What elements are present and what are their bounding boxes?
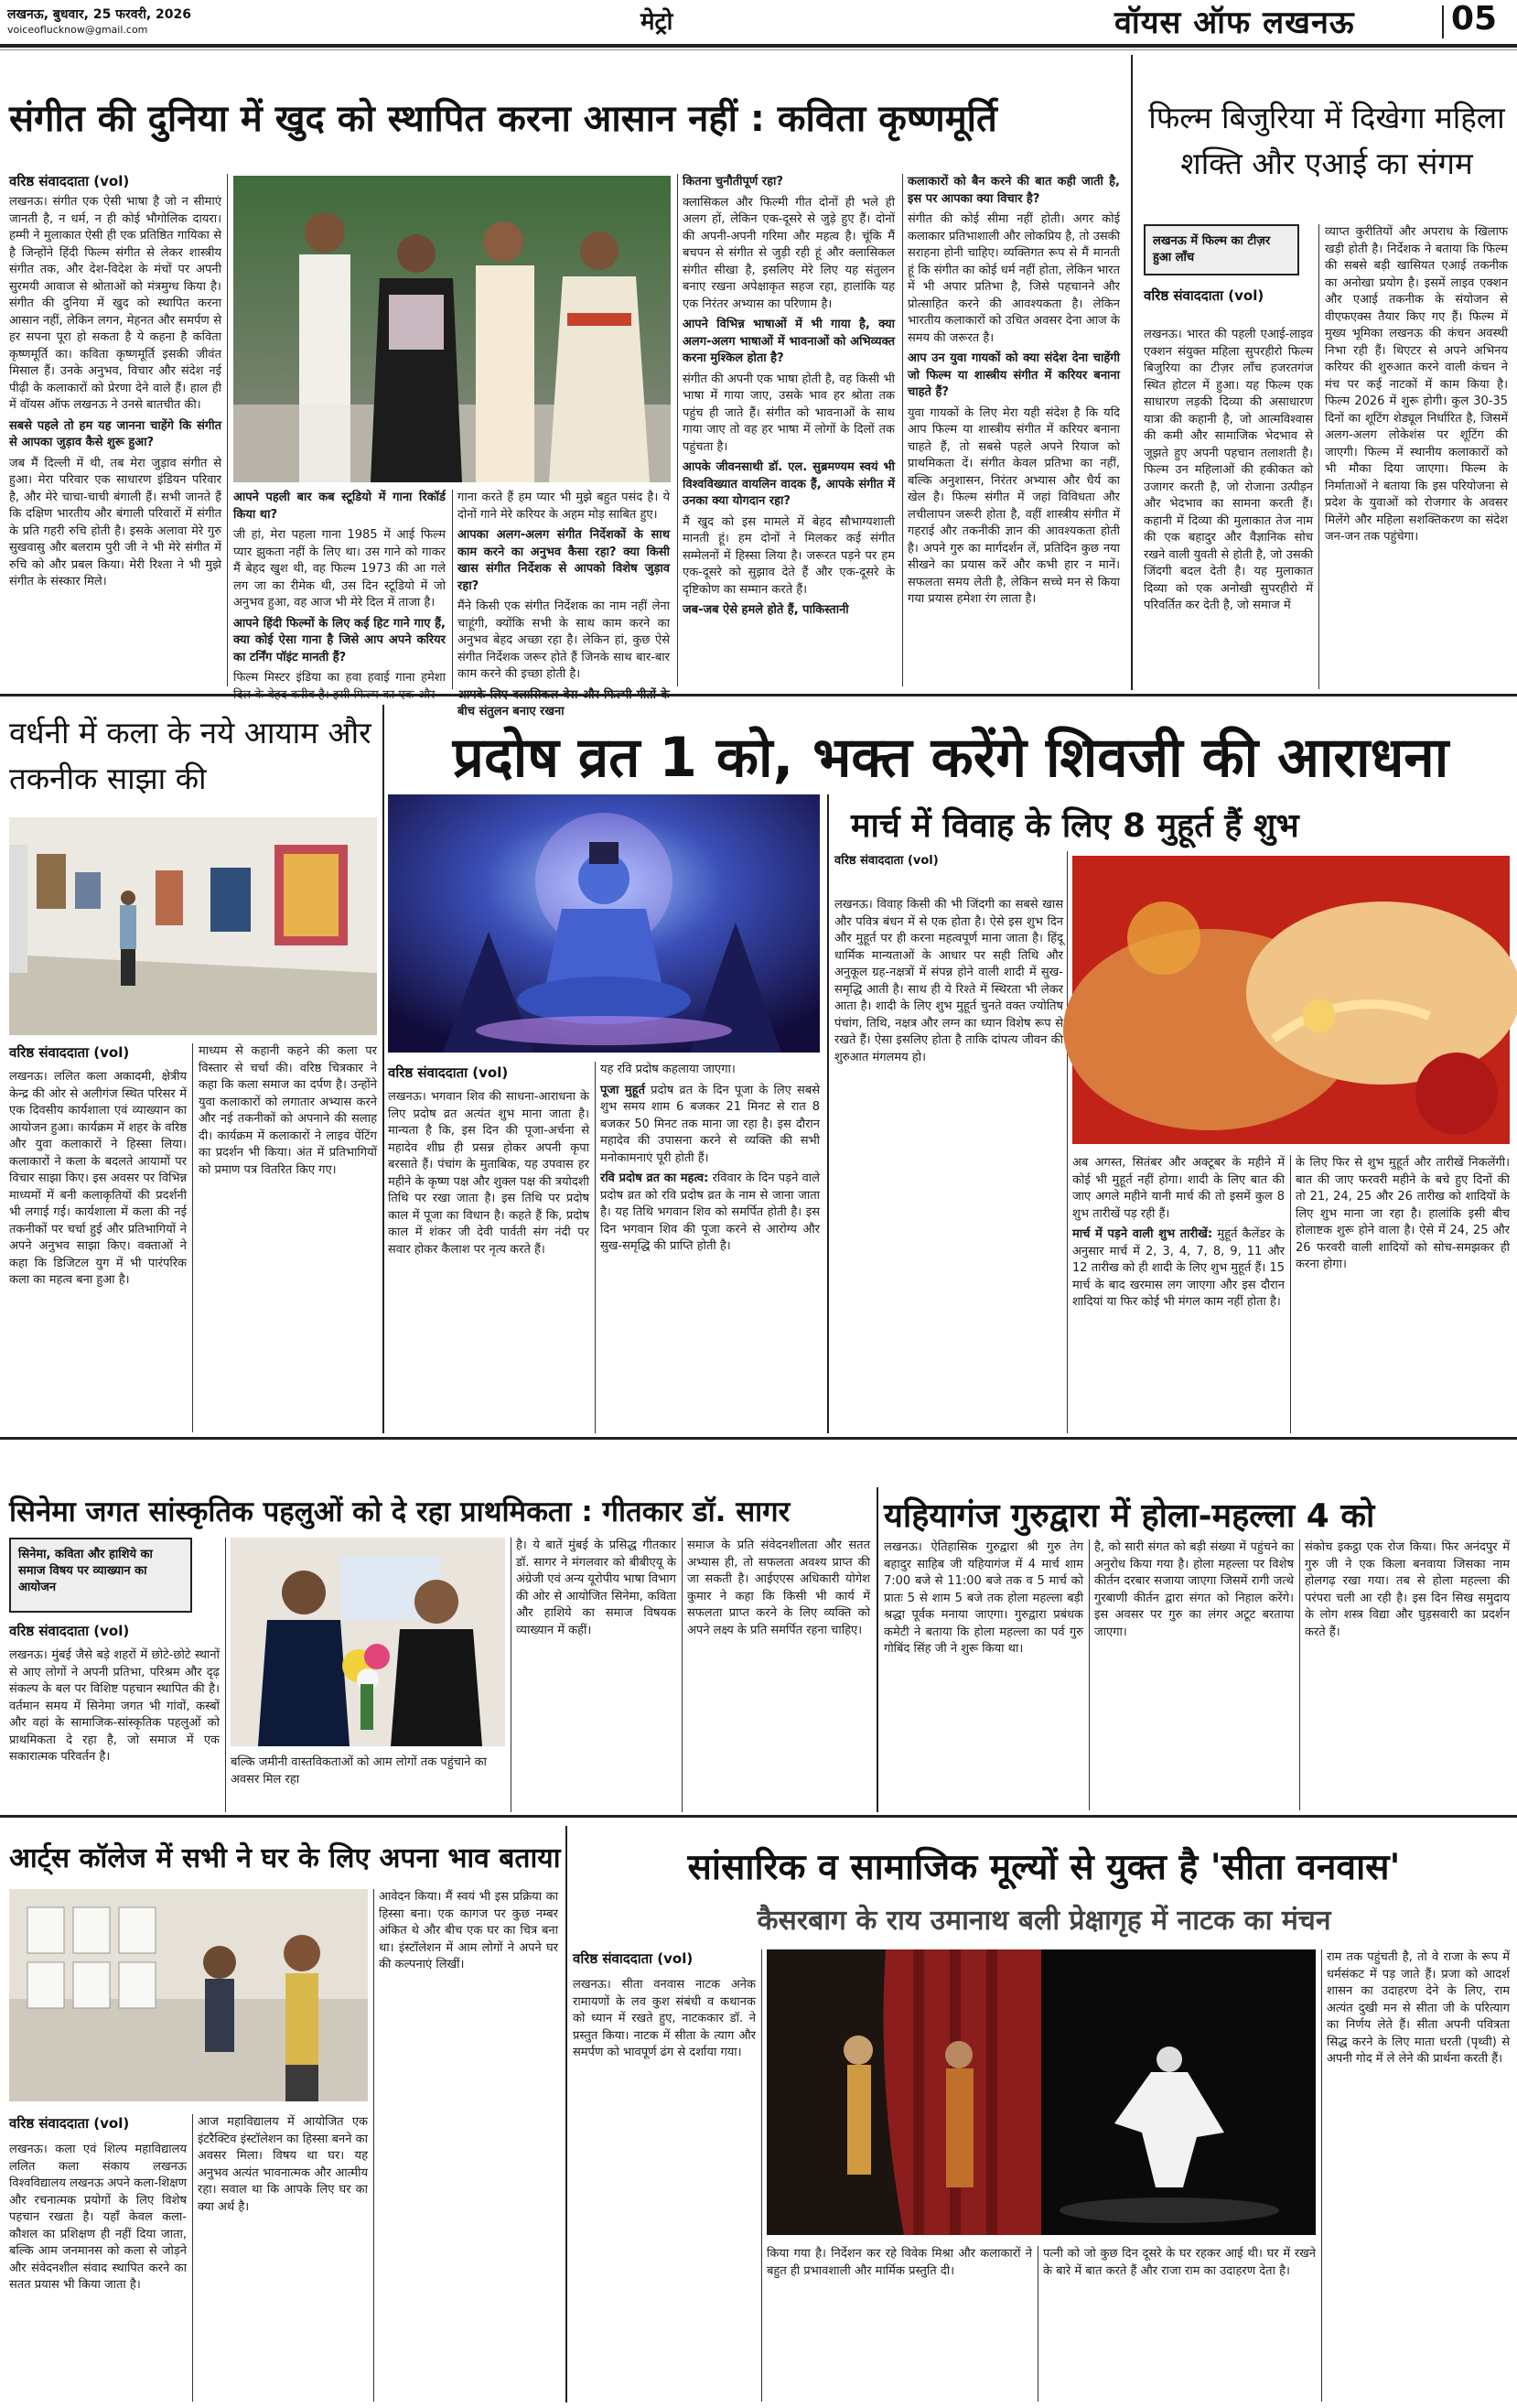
story6-col1: लखनऊ। मुंबई जैसे बड़े शहरों में छोटे-छोटे स्थानों से आए लोगों ने अपनी प्रतिभा, परिश्रम और दृढ़ संकल्प के बल पर विशिष्ट पहचान स्थापित की है। वर्तमान समय में सिनेमा जगत भी गांवों, कस्बों और वहां के सामाजिक-सांस्कृतिक पहलुओं को प्राथमिकता दे रहा है, जो समाज में एक सकारात्मक परिवर्तन है। bbox=[9, 1648, 220, 1764]
story5-col1: लखनऊ। विवाह किसी की भी जिंदगी का सबसे खास और पवित्र बंधन में से एक होता है। ऐसे इस शुभ दिन और मुहूर्त पर ही करना महत्वपूर्ण माना जाता है। हिंदू धार्मिक मान्यताओं के आधार पर सही तिथि और अनुकूल ग्रह-नक्षत्रों में संपन्न होने वाली शादी में सुख-समृद्धि आती है। साथ ही ये रिश्ते में स्थिरता भी लेकर आता है। शादी के लिए शुभ मुहूर्त चुनते वक्त ज्योतिष पंचांग, तिथि, नक्षत्र और लग्न का ध्यान विशेष रूप से रखते हैं। ऐसा इसलिए होता है ताकि दांपत्य जीवन की शुरुआत मंगलमय हो। bbox=[834, 898, 1063, 1064]
story7-headline: यहियागंज गुरुद्वारा में होला-महल्ला 4 को bbox=[884, 1497, 1375, 1535]
story9-photo bbox=[767, 1949, 1316, 2235]
story7-col3: संकोच इकट्ठा एक रोज किया। फिर अनंदपुर में गुरु जी ने एक किला बनवाया जिसका नाम होलगढ़ रखा गया। तब से होला महल्ला की परंपरा चली आ रही है। इस दिन सिख समुदाय के लोग शस्त्र विद्या और घुड़सवारी का प्रदर्शन करते हैं। bbox=[1305, 1540, 1510, 1639]
story6-byline: वरिष्ठ संवाददाता (vol) bbox=[9, 1623, 130, 1639]
masthead-section: मेट्रो bbox=[640, 8, 673, 36]
story9-col3: किया गया है। निर्देशन कर रहे विवेक मिश्रा और कलाकारों ने बहुत ही प्रभावशाली और मार्मिक प्रस्तुति दी। bbox=[767, 2247, 1032, 2278]
story8-col1: लखनऊ। कला एवं शिल्प महाविद्यालय ललित कला संकाय लखनऊ विश्वविद्यालय लखनऊ अपने कला-शिक्षण और रचनात्मक प्रयोगों के लिए विशेष पहचान रखता है। यहाँ केवल कला-कौशल का प्रशिक्षण ही नहीं दिया जाता, बल्कि आम जनमानस को कला से जोड़ने और संवेदनशील संवाद स्थापित करने का सतत प्रयास भी किया जाता है। bbox=[9, 2143, 187, 2292]
story1-photo bbox=[233, 176, 671, 482]
page-number: 05 bbox=[1451, 0, 1498, 38]
story9-col1: लखनऊ। सीता वनवास नाटक अनेक रामायणों के लव कुश संबंधी व कथानक को ध्यान में रखते हुए, नाटककार डॉ. ने प्रस्तुत किया। नाटक में सीता के त्याग और समर्पण को भावपूर्ण ढंग से दर्शाया गया। bbox=[573, 1978, 756, 2059]
story8-photo bbox=[9, 1889, 368, 2101]
story4-byline: वरिष्ठ संवाददाता (vol) bbox=[388, 1064, 509, 1081]
story1-col3: गाना करते हैं हम प्यार भी मुझे बहुत पसंद है। ये दोनों गाने मेरे करियर के अहम मोड़ साबित हुए। आपका अलग-अलग संगीत निर्देशकों के साथ काम करने का अनुभव कैसा रहा? क्या किसी खास संगीत निर्देशक से आपको विशेष जुड़ाव रहा? मैंने किसी एक संगीत निर्देशक का नाम नहीं लेना चाहूंगी, क्योंकि सभी के साथ काम करने का अनुभव बेहद अच्छा रहा है। लेकिन हां, कुछ ऐसे संगीत निर्देशक जरूर होते हैं जिनके साथ बार-बार काम करने की इच्छा होती है। बीच संतुलन बनाए रखना bbox=[457, 491, 670, 718]
story1-col2: आपने पहली बार कब स्टूडियो में गाना रिकॉर्ड किया था? जी हां, मेरा पहला गाना 1985 में आई फिल्म प्यार झुकता नहीं के लिए था। उस गाने को गाकर मैं बेहद खुश थी, वह फिल्म 1973 की आ गले लग जा का रीमेक थी, उस दिन स्टूडियो में जो अनुभव हुआ, वह आज भी मेरे दिल में ताजा है। आपने हिंदी फिल्मों के लिए कई हिट गाने गाए हैं, क्या कोई ऐसा गाना है जिसे आप अपने करियर का टर्निंग पॉइंट मानती हैं? फिल्म मिस्टर इंडिया का हवा हवाई गाना हमेशा bbox=[233, 491, 446, 685]
story9-col4: पत्नी को जो कुछ दिन दूसरे के घर रहकर आई थी। घर में रखने के बारे में बात करते हैं और राजा राम का उदाहरण देता है। bbox=[1043, 2247, 1316, 2278]
story5-col2: अब अगस्त, सितंबर और अक्टूबर के महीने में कोई भी मुहूर्त नहीं होगा। शादी के लिए बात की जाए अगले महीने यानी मार्च की तो इसमें कुल 8 शुभ तारीखें पड़ रही हैं। मार्च में पड़ने वाली शुभ तारीखें: मुहूर्त कैलेंडर के अनुसार मार्च में 2, 3, 4, 7, 8, 9, 11 और 12 तारीख को ही शादी के लिए शुभ मुहूर्त हैं। 15 मार्च के बाद खरमास लग जाएगा और इस दौरान शादियां या फिर कोई भी मंगल काम नहीं होता है। bbox=[1072, 1156, 1285, 1309]
story1-col4: कितना चुनौतीपूर्ण रहा? क्लासिकल और फिल्मी गीत दोनों ही भले ही अलग हों, लेकिन एक-दूसरे से जुड़े हुए हैं। दोनों की अपनी-अपनी गरिमा और महत्व है। चूंकि मैं बचपन से संगीत से जुड़ी रही हूं और क्लासिकल संगीत सीखा है, इसलिए मेरे लिए यह संतुलन बनाए रखना अपेक्षाकृत सहज रहा, हालांकि यह एक निरंतर अभ्यास का परिणाम है। आपने विभिन्न भाषाओं में भी गाया है, क्या अलग-अलग भाषाओं में भावनाओं को अभिव्यक्त करना मुश्किल होता है? संगीत की अपनी एक भाषा होती है, वह किसी भी भाषा में गाया जाए, उसके भाव हर श्रोता तक पहुंच ही जाते हैं। संगीत को भावनाओं के साथ गाया जाए तो वह हर भाषा में लोगों के दिलों तक पहुंचता है। आपके जीवनसाथी डॉ. एल. सुब्रमण्यम स्वयं भी विश्वविख्यात वायलिन वादक हैं, आपके संगीत में उनका क्या योगदान रहा? मैं खुद को इस मामले में बेहद सौभाग्यशाली मानती हूं। हम दोनों ने मिलकर कई संगीत सम्मेलनों में हिस्सा लिया है। जरूरत पड़ने पर हम एक-दूसरे को सुझाव देते हैं और एक-दूसरे के दृष्टिकोण का सम्मान करते हैं। जब-जब ऐसे हमले होते हैं, पाकिस्तानी bbox=[683, 175, 895, 617]
story6-col3: समाज के प्रति संवेदनशीलता और सतत अभ्यास ही, तो सफलता अवश्य प्राप्त की जा सकती है। आईएएस अधिकारी योगेश कुमार ने कहा कि किसी भी कार्य में सफलता प्राप्त करने के लिए व्यक्ति को अपने लक्ष्य के प्रति समर्पित रहना चाहिए। bbox=[687, 1539, 870, 1637]
masthead-dateline: लखनऊ, बुधवार, 25 फरवरी, 2026 bbox=[7, 7, 191, 22]
story4-headline: प्रदोष व्रत 1 को, भक्त करेंगे शिवजी की आराधना bbox=[452, 726, 1449, 790]
story2-box: लखनऊ में फिल्म का टीज़र हुआ लॉंच bbox=[1144, 224, 1299, 275]
story1-headline: संगीत की दुनिया में खुद को स्थापित करना आसान नहीं : कविता कृष्णमूर्ति bbox=[9, 98, 997, 140]
story5-col3: के लिए फिर से शुभ मुहूर्त और तारीखें निकलेंगी। बात की जाए फरवरी महीने के बचे हुए दिनों की तो 21, 24, 25 और 26 तारीख को शादियों के लिए शुभ माना जा रहा है। हालांकि इसी बीच होलाष्टक शुरू होने वाला है। ऐसे में 24, 25 और 26 फरवरी वाली शादियों को सोच-समझकर ही करना होगा। bbox=[1296, 1156, 1510, 1271]
story2-byline: वरिष्ठ संवाददाता (vol) bbox=[1144, 287, 1264, 304]
story5-byline: वरिष्ठ संवाददाता (vol) bbox=[834, 854, 939, 868]
story4-photo bbox=[388, 794, 820, 1053]
story5-photo bbox=[1072, 856, 1510, 1144]
story3-col1: लखनऊ। ललित कला अकादमी, क्षेत्रीय केन्द्र की ओर से अलीगंज स्थित परिसर में एक दिवसीय कार्यशाला एवं व्याख्यान का आयोजन हुआ। कार्यक्रम में शहर के वरिष्ठ और युवा कलाकारों ने हिस्सा लिया। कलाकारों ने कला के बदलते आयामों पर विचार साझा किए। इस अवसर पर विभिन्न माध्यमों में बनी कलाकृतियों की प्रदर्शनी भी लगाई गई। कार्यशाला में कला की नई तकनीकों पर चर्चा हुई और प्रतिभागियों ने अपने अनुभव साझा किए। वक्ताओं ने कहा कि डिजिटल युग में भी पारंपरिक कला का महत्व बना हुआ है। bbox=[9, 1070, 187, 1287]
story6-box: सिनेमा, कविता और हाशिये का समाज विषय पर व्याख्यान का आयोजन bbox=[9, 1538, 192, 1613]
story1-byline: वरिष्ठ संवाददाता (vol) bbox=[9, 173, 130, 189]
story6-photo bbox=[231, 1538, 505, 1746]
masthead-brand: वॉयस ऑफ लखनऊ bbox=[1114, 5, 1355, 41]
story4-col2: यह रवि प्रदोष कहलाया जाएगा। पूजा मुहूर्त प्रदोष व्रत के दिन पूजा के लिए सबसे शुभ समय शाम 6 बजकर 21 मिनट से रात 8 बजकर 50 मिनट तक माना जा रहा है। इस दौरान महादेव की उपासना करने से व्यक्ति की सभी मनोकामनाएं पूरी होती हैं। रवि प्रदोष व्रत का महत्व: रविवार के दिन पड़ने वाले प्रदोष व्रत को रवि प्रदोष व्रत के नाम से जाना जाता है। यह तिथि भगवान शिव को समर्पित होती है। इस दिन भगवान शिव की पूजा करने से आरोग्य और सुख-समृद्धि की प्राप्ति होती है। bbox=[600, 1063, 820, 1253]
story9-subheadline: कैसरबाग के राय उमानाथ बली प्रेक्षागृह में नाटक का मंचन bbox=[757, 1905, 1331, 1937]
story6-headline: सिनेमा जगत सांस्कृतिक पहलुओं को दे रहा प्राथमिकता : गीतकार डॉ. सागर bbox=[9, 1496, 791, 1528]
story3-photo bbox=[9, 817, 377, 1035]
story3-col2: माध्यम से कहानी कहने की कला पर विस्तार से चर्चा की। वरिष्ठ चित्रकार ने कहा कि कला समाज का दर्पण है। उन्होंने युवा कलाकारों को लगातार अभ्यास करने और नई तकनीकों को अपनाने की सलाह दी। कार्यक्रम में कलाकारों ने लाइव पेंटिंग का प्रदर्शन भी किया। अंत में प्रतिभागियों को प्रमाण पत्र वितरित किए गए। bbox=[199, 1044, 377, 1177]
story6-col2: है। ये बातें मुंबई के प्रसिद्ध गीतकार डॉ. सागर ने मंगलवार को बीबीएयू के अंग्रेजी एवं अन्य यूरोपीय भाषा विभाग की ओर से आयोजित सिनेमा, कविता और हाशिये का समाज विषयक व्याख्यान में कहीं। bbox=[516, 1539, 676, 1637]
masthead-email: voiceoflucknow@gmail.com bbox=[7, 24, 148, 36]
story4-col1: लखनऊ। भगवान शिव की साधना-आराधना के लिए प्रदोष व्रत अत्यंत शुभ माना जाता है। मान्यता है कि, इस दिन की पूजा-अर्चना से महादेव शीघ्र ही प्रसन्न होकर अपनी कृपा बरसाते हैं। पंचांग के मुताबिक, यह उपवास हर महीने के कृष्ण पक्ष और शुक्ल पक्ष की त्रयोदशी तिथि पर रखा जाता है। इस तिथि पर प्रदोष काल में पूजा का विधान है। कहते हैं कि, प्रदोष काल में शंकर जी देवी पार्वती संग नंदी पर सवार होकर कैलाश पर नृत्य करते हैं। bbox=[388, 1090, 589, 1257]
masthead-rule bbox=[0, 44, 1517, 48]
story1-col1: लखनऊ। संगीत एक ऐसी भाषा है जो न सीमाएं जानती है, न धर्म, न ही कोई भौगोलिक दायरा। हम्मी ने मुलाकात ऐसी ही एक प्रतिष्ठित गायिका से है जिन्होंने हिंदी फिल्म संगीत से लेकर शास्त्रीय संगीत तक, और देश-विदेश के मंचों पर अपनी सुरमयी आवाज से श्रोताओं को मंत्रमुग्ध किया है। संगीत की दुनिया में खुद को स्थापित करना आसान नहीं, लेकिन लगन, मेहनत और समर्पण से हर सपना पूरा हो सकता है ये कहना है कविता कृष्णमूर्ति का। कविता कृष्णमूर्ति इसकी जीवंत मिसाल हैं। उनके अनुभव, विचार और संदेश नई पीढ़ी के कलाकारों को प्रेरणा देने वाले हैं। हाल ही में वॉयस ऑफ लखनऊ ने उनसे बातचीत की। सबसे पहले तो हम यह जानना चाहेंगे कि संगीत से आपका जुड़ाव कैसे शुरू हुआ? जब मैं दिल्ली में थी, तब मेरा जुड़ाव संगीत से हुआ। मेरा परिवार एक साधारण इंडियन परिवार है, और मेरे चाचा-चाची बंगाली हैं। सभी जानते हैं कि दक्षिण भारतीय और बंगाली परिवारों में संगीत के प्रति गहरी रुचि होती है। इसके अलावा मेरे गुरु सुखवासु और बलराम पुरी जी ने भी मेरे संगीत में रुचि को और प्रबल किया। मेरी रिश्ता ने भी मुझे संगीत के संस्कार मिले। bbox=[9, 195, 221, 589]
story8-headline: आर्ट्स कॉलेज में सभी ने घर के लिए अपना भाव बताया bbox=[9, 1842, 561, 1874]
story2-headline: फिल्म बिजुरिया में दिखेगा महिला शक्ति और एआई का संगम bbox=[1148, 100, 1505, 181]
story8-col2: आवेदन किया। मैं स्वयं भी इस प्रक्रिया का हिस्सा बना। एक कागज पर कुछ नम्बर अंकित थे और बीच एक घर का चित्र बना था। इंस्टॉलेशन में आम लोगों ने अपने घर की कल्पनाएं लिखीं। bbox=[379, 1890, 558, 1971]
story9-col2: राम तक पहुंचती है, तो वे राजा के रूप में धर्मसंकट में पड़ जाते हैं। प्रजा को आदर्श शासन का उदाहरण देने के लिए, राम अत्यंत दुखी मन से सीता जी के परित्याग का निर्णय लेते हैं। सीता अपनी पवित्रता सिद्ध करने के लिए माता धरती (पृथ्वी) से अपनी गोद में ले लेने की प्रार्थना करती हैं। bbox=[1327, 1950, 1510, 2066]
story1-col5: कलाकारों को बैन करने की बात कही जाती है, इस पर आपका क्या विचार है? संगीत की कोई सीमा नहीं होती। अगर कोई कलाकार प्रतिभाशाली और लोकप्रिय है, तो उसकी सराहना होनी चाहिए। व्यक्तिगत रूप से मैं मानती हूं कि संगीत का कोई धर्म नहीं होता, लेकिन भारत में भी अपार प्रतिभा है, जिसे पहचानने और प्रोत्साहित करने की आवश्यकता है। लेकिन भारतीय कलाकारों को उचित अवसर देना आज के समय की जरूरत है। आप उन युवा गायकों को क्या संदेश देना चाहेंगी जो फिल्म या शास्त्रीय संगीत में करियर बनाना चाहते हैं? युवा गायकों के लिए मेरा यही संदेश है कि यदि आप फिल्म या शास्त्रीय संगीत में करियर बनाना चाहते हैं, तो सबसे पहले अपने रियाज को प्राथमिकता दें। संगीत केवल प्रतिभा का नहीं, बल्कि अनुशासन, निरंतर अभ्यास और धैर्य का खेल है। फिल्म संगीत में जहां विविधता और लचीलापन जरूरी होता है, वहीं शास्त्रीय संगीत में गहराई और तकनीकी ज्ञान की आवश्यकता होती है। अपने गुरु का मार्गदर्शन लें, प्रतिदिन कुछ नया सीखने का प्रयास करें और कभी हार न मानें। सफलता समय लेती है, लेकिन सच्चे मन से किया गया प्रयास हमेशा रंग लाता है। bbox=[908, 175, 1120, 606]
story8-col3: आज महाविद्यालय में आयोजित एक इंटरैक्टिव इंस्टॉलेशन का हिस्सा बनने का अवसर मिला। विषय था घर। यह अनुभव अत्यंत भावनात्मक और आत्मीय रहा। सवाल था कि आपके लिए घर का क्या अर्थ है। bbox=[198, 2115, 368, 2214]
masthead-divider bbox=[1442, 5, 1444, 38]
story2-col1: लखनऊ। भारत की पहली एआई-लाइव एक्शन संयुक्त महिला सुपरहीरो फिल्म बिजुरिया का टीज़र लॉंच हजरतगंज स्थित होटल में हुआ। यह फिल्म एक साधारण लड़की दिव्या की असाधारण यात्रा की कहानी है, जो आत्मविश्वास की कमी और सामाजिक भेदभाव से जूझते हुए अपनी पहचान तलाशती है। फिल्म उन महिलाओं की हकीकत को उजागर करती है, जो रोजाना उत्पीड़न और भेदभाव का सामना करती हैं। कहानी में दिव्या की मुलाकात तेज नाम की एक बहादुर और वैज्ञानिक सोच रखने वाली युवती से होती है, जो उसकी जिंदगी बदल देती है। यह मुलाकात दिव्या को एक अनोखी सुपरहीरो में परिवर्तित कर देती है, जो समाज में bbox=[1144, 328, 1313, 612]
story9-byline: वरिष्ठ संवाददाता (vol) bbox=[573, 1950, 694, 1967]
story2-col2: व्याप्त कुरीतियों और अपराध के खिलाफ खड़ी होती है। निर्देशक ने बताया कि फिल्म की सबसे बड़ी खासियत एआई तकनीक का अनोखा प्रयोग है। इसमें लाइव एक्शन और एआई तकनीक के संयोजन से वीएफएक्स तैयार किए गए हैं। फिल्म में मुख्य भूमिका लखनऊ की कंचन अवस्थी निभा रही हैं। थिएटर से अपने अभिनय करियर की शुरुआत करने वाली कंचन ने मंच पर कई नाटकों में काम किया है। फिल्म 2026 में शुरू होगी। कुल 30-35 दिनों का शूटिंग शेड्यूल निर्धारित है, जिसमें अलग-अलग लोकेशंस पर शूटिंग की जाएगी। फिल्म में स्थानीय कलाकारों को भी मौका दिया जाएगा। फिल्म के निर्माताओं ने बताया कि इस परियोजना से प्रदेश के युवाओं को रोजगार के अवसर मिलेंगे और महिला सशक्तिकरण का संदेश जन-जन तक पहुंचेगा। bbox=[1325, 225, 1508, 544]
story9-headline: सांसारिक व सामाजिक मूल्यों से युक्त है 'सीता वनवास' bbox=[687, 1847, 1401, 1888]
story7-col1: लखनऊ। ऐतिहासिक गुरुद्वारा श्री गुरु तेग बहादुर साहिब जी यहियागंज में 4 मार्च शाम 7:00 बजे से 11:00 बजे तक व 5 मार्च को प्रातः 5 से शाम 5 बजे तक होला महल्ला बड़ी श्रद्धा पूर्वक मनाया जाएगा। गुरुद्वारा प्रबंधक कमेटी ने बताया कि होला महल्ला का पर्व गुरु गोबिंद सिंह जी ने शुरू किया था। bbox=[884, 1540, 1083, 1656]
story8-byline: वरिष्ठ संवाददाता (vol) bbox=[9, 2115, 130, 2132]
story5-headline: मार्च में विवाह के लिए 8 मुहूर्त हैं शुभ bbox=[851, 807, 1299, 845]
story3-headline: वर्धनी में कला के नये आयाम और तकनीक साझा की bbox=[9, 715, 371, 796]
story7-col2: है, को सारी संगत को बड़ी संख्या में पहुंचने का अनुरोध किया गया है। होला महल्ला पर विशेष कीर्तन दरबार सजाया जाएगा जिसमें रागी जत्थे गुरबाणी कीर्तन द्वारा संगत को निहाल करेंगे। इस अवसर पर गुरु का लंगर अटूट बरताया जाएगा। bbox=[1094, 1540, 1294, 1639]
story6-caption: बल्कि जमीनी वास्तविकताओं को आम लोगों तक पहुंचाने का अवसर मिल रहा bbox=[231, 1755, 487, 1787]
story3-byline: वरिष्ठ संवाददाता (vol) bbox=[9, 1044, 130, 1061]
